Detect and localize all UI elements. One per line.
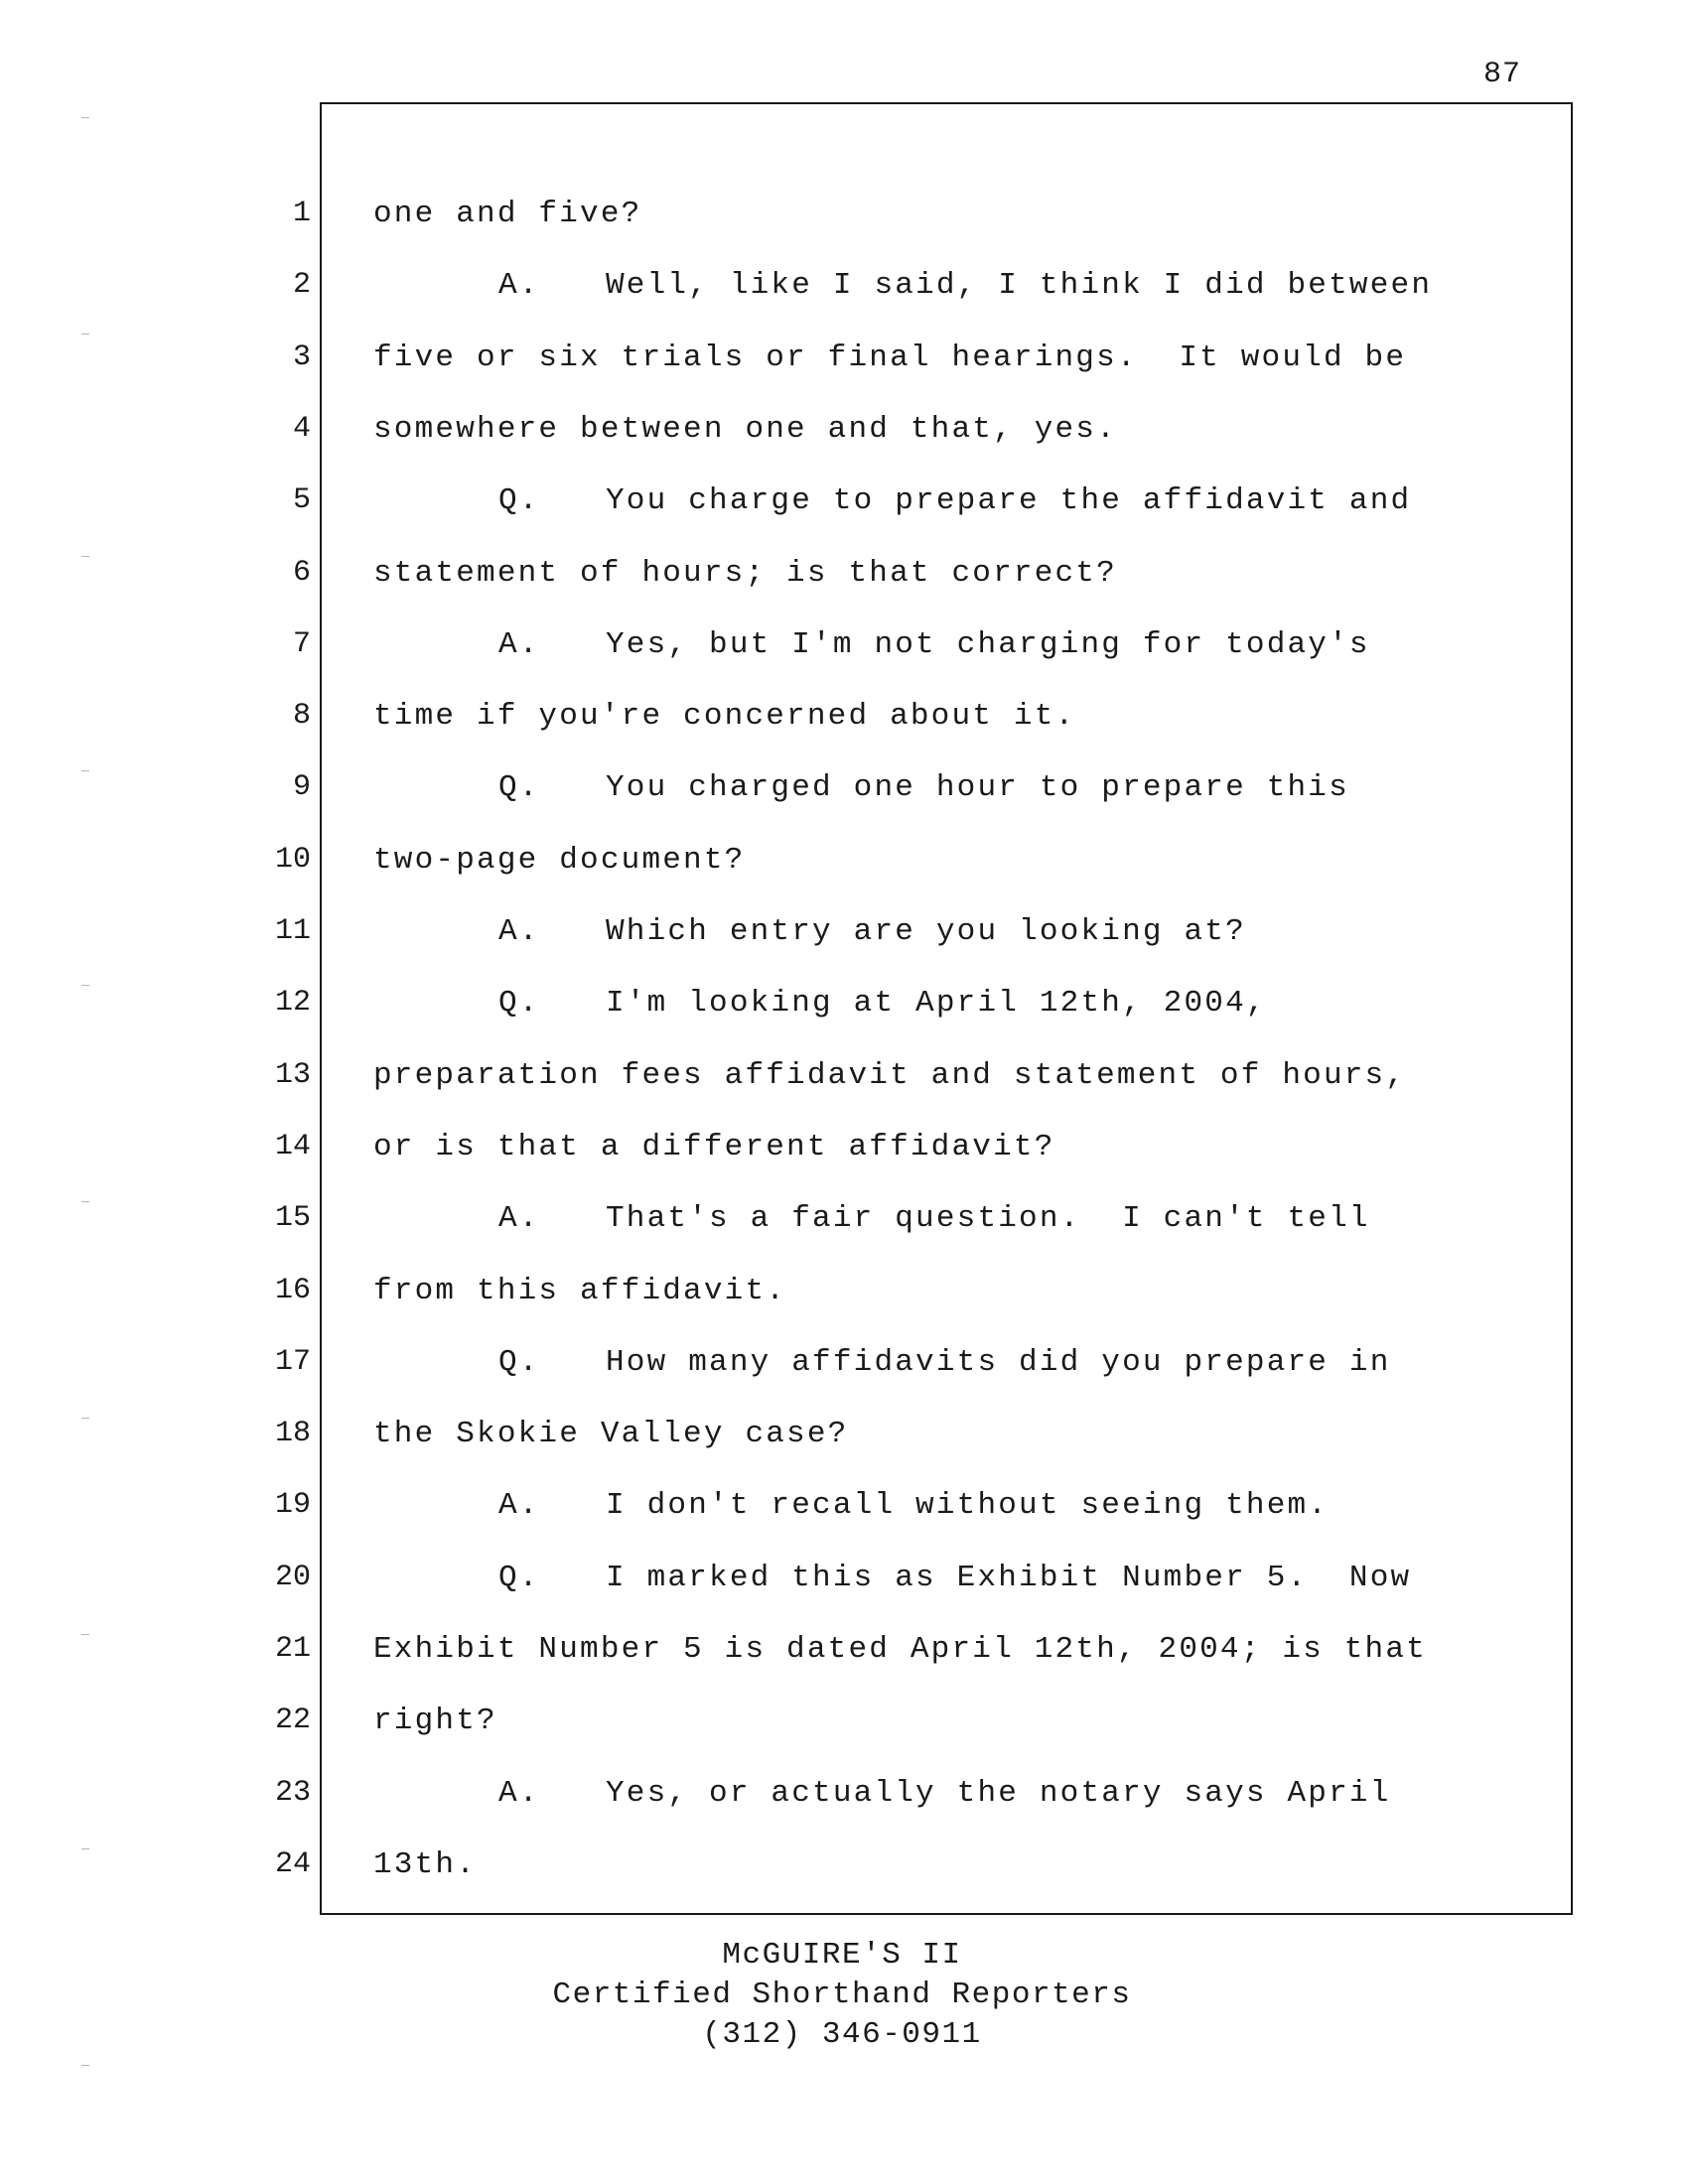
line-content [373,556,1117,591]
speaker-label: A. [498,268,540,303]
line-text: How many affidavits did you prepare in [606,1345,1391,1380]
line-content [498,483,1411,518]
transcript-line [0,341,1684,390]
line-content [373,1847,477,1882]
transcript-line [0,1201,1684,1251]
line-text: You charged one hour to prepare this [606,770,1349,805]
scan-margin-mark [81,1201,89,1202]
line-text: Which entry are you looking at? [606,914,1246,949]
line-content [498,1488,1329,1523]
line-text: You charge to prepare the affidavit and [606,483,1412,518]
line-content [498,986,1267,1021]
speaker-label: Q. [498,1345,540,1380]
line-number: 11 [274,914,311,948]
transcript-line [0,1632,1684,1682]
transcript-line [0,699,1684,749]
line-number: 14 [274,1130,311,1163]
line-text: time if you're concerned about it. [373,699,1076,734]
scan-margin-mark [81,556,89,557]
line-number: 2 [292,268,311,302]
scan-margin-mark [81,1418,89,1419]
line-number: 1 [292,197,311,230]
line-content [373,843,745,878]
transcript-line [0,1345,1684,1395]
line-content [498,268,1432,303]
line-text: statement of hours; is that correct? [373,556,1117,591]
line-text: That's a fair question. I can't tell [606,1201,1370,1236]
scan-margin-mark [81,1848,89,1849]
line-content [498,770,1349,805]
line-content [373,1417,848,1451]
reporter-title: Certified Shorthand Reporters [552,1978,1132,2012]
reporter-name: McGUIRE'S II [722,1938,962,1973]
transcript-line [0,197,1684,246]
line-number: 6 [292,556,311,590]
line-content [373,1058,1406,1093]
line-number: 3 [292,341,311,374]
transcript-line [0,843,1684,892]
line-number: 12 [274,986,311,1020]
line-text: five or six trials or final hearings. It would be [373,341,1407,375]
speaker-label: Q. [498,1561,540,1595]
transcript-line [0,1561,1684,1610]
scan-margin-mark [81,2065,89,2066]
transcript-line [0,1488,1684,1538]
transcript-line [0,914,1684,964]
line-number: 22 [274,1704,311,1737]
line-text: Well, like I said, I think I did between [606,268,1433,303]
line-number: 8 [292,699,311,733]
line-number: 9 [292,770,311,804]
line-number: 23 [274,1776,311,1810]
line-text: right? [373,1704,497,1738]
line-number: 18 [274,1417,311,1450]
line-content [498,1561,1411,1595]
scan-margin-mark [81,117,89,118]
scan-margin-mark [81,334,89,335]
line-number: 13 [274,1058,311,1092]
transcript-line [0,1274,1684,1323]
transcript-line [0,627,1684,677]
line-content [373,341,1406,375]
line-text: the Skokie Valley case? [373,1417,849,1451]
line-number: 16 [274,1274,311,1307]
transcript-line [0,1776,1684,1826]
transcript-line [0,986,1684,1035]
line-content [498,914,1246,949]
line-content [498,1201,1370,1236]
transcript-line [0,1847,1684,1897]
line-text: or is that a different affidavit? [373,1130,1055,1164]
line-text: two-page document? [373,843,746,878]
transcript-line [0,1417,1684,1466]
line-text: somewhere between one and that, yes. [373,412,1117,447]
line-content [498,1345,1391,1380]
line-text: I don't recall without seeing them. [606,1488,1330,1523]
line-number: 10 [274,843,311,877]
line-content [373,1704,497,1738]
line-content [373,1274,786,1308]
line-number: 7 [292,627,311,661]
line-content [373,1130,1055,1164]
line-number: 4 [292,412,311,446]
transcript-line [0,268,1684,318]
line-text: 13th. [373,1847,478,1882]
line-text: from this affidavit. [373,1274,787,1308]
scan-margin-mark [81,770,89,771]
line-content [373,1632,1427,1667]
line-content [498,627,1370,662]
speaker-label: A. [498,1201,540,1236]
speaker-label: A. [498,1776,540,1811]
line-content [498,1776,1391,1811]
line-number: 20 [274,1561,311,1594]
line-text: Yes, or actually the notary says April [606,1776,1391,1811]
line-content [373,699,1075,734]
transcript-line [0,1130,1684,1179]
speaker-label: Q. [498,483,540,518]
line-number: 15 [274,1201,311,1235]
reporter-footer [0,1936,1684,2055]
line-number: 24 [274,1847,311,1881]
line-text: preparation fees affidavit and statement of hours, [373,1058,1407,1093]
transcript-line [0,556,1684,606]
page-number: 87 [1483,58,1522,91]
speaker-label: A. [498,914,540,949]
line-number: 21 [274,1632,311,1666]
line-content [373,412,1117,447]
transcript-line [0,412,1684,462]
line-text: I marked this as Exhibit Number 5. Now [606,1561,1412,1595]
reporter-phone: (312) 346-0911 [702,2017,982,2052]
line-text: I'm looking at April 12th, 2004, [606,986,1267,1021]
transcript-line [0,1704,1684,1753]
scan-margin-mark [81,985,89,986]
speaker-label: Q. [498,986,540,1021]
line-number: 17 [274,1345,311,1379]
speaker-label: A. [498,1488,540,1523]
line-number: 19 [274,1488,311,1522]
transcript-line [0,770,1684,820]
line-text: Yes, but I'm not charging for today's [606,627,1370,662]
transcript-line [0,1058,1684,1108]
speaker-label: Q. [498,770,540,805]
line-text: one and five? [373,197,642,231]
line-text: Exhibit Number 5 is dated April 12th, 2004; is that [373,1632,1427,1667]
transcript-line [0,483,1684,533]
scan-margin-mark [81,1634,89,1635]
line-number: 5 [292,483,311,517]
line-content [373,197,641,231]
speaker-label: A. [498,627,540,662]
